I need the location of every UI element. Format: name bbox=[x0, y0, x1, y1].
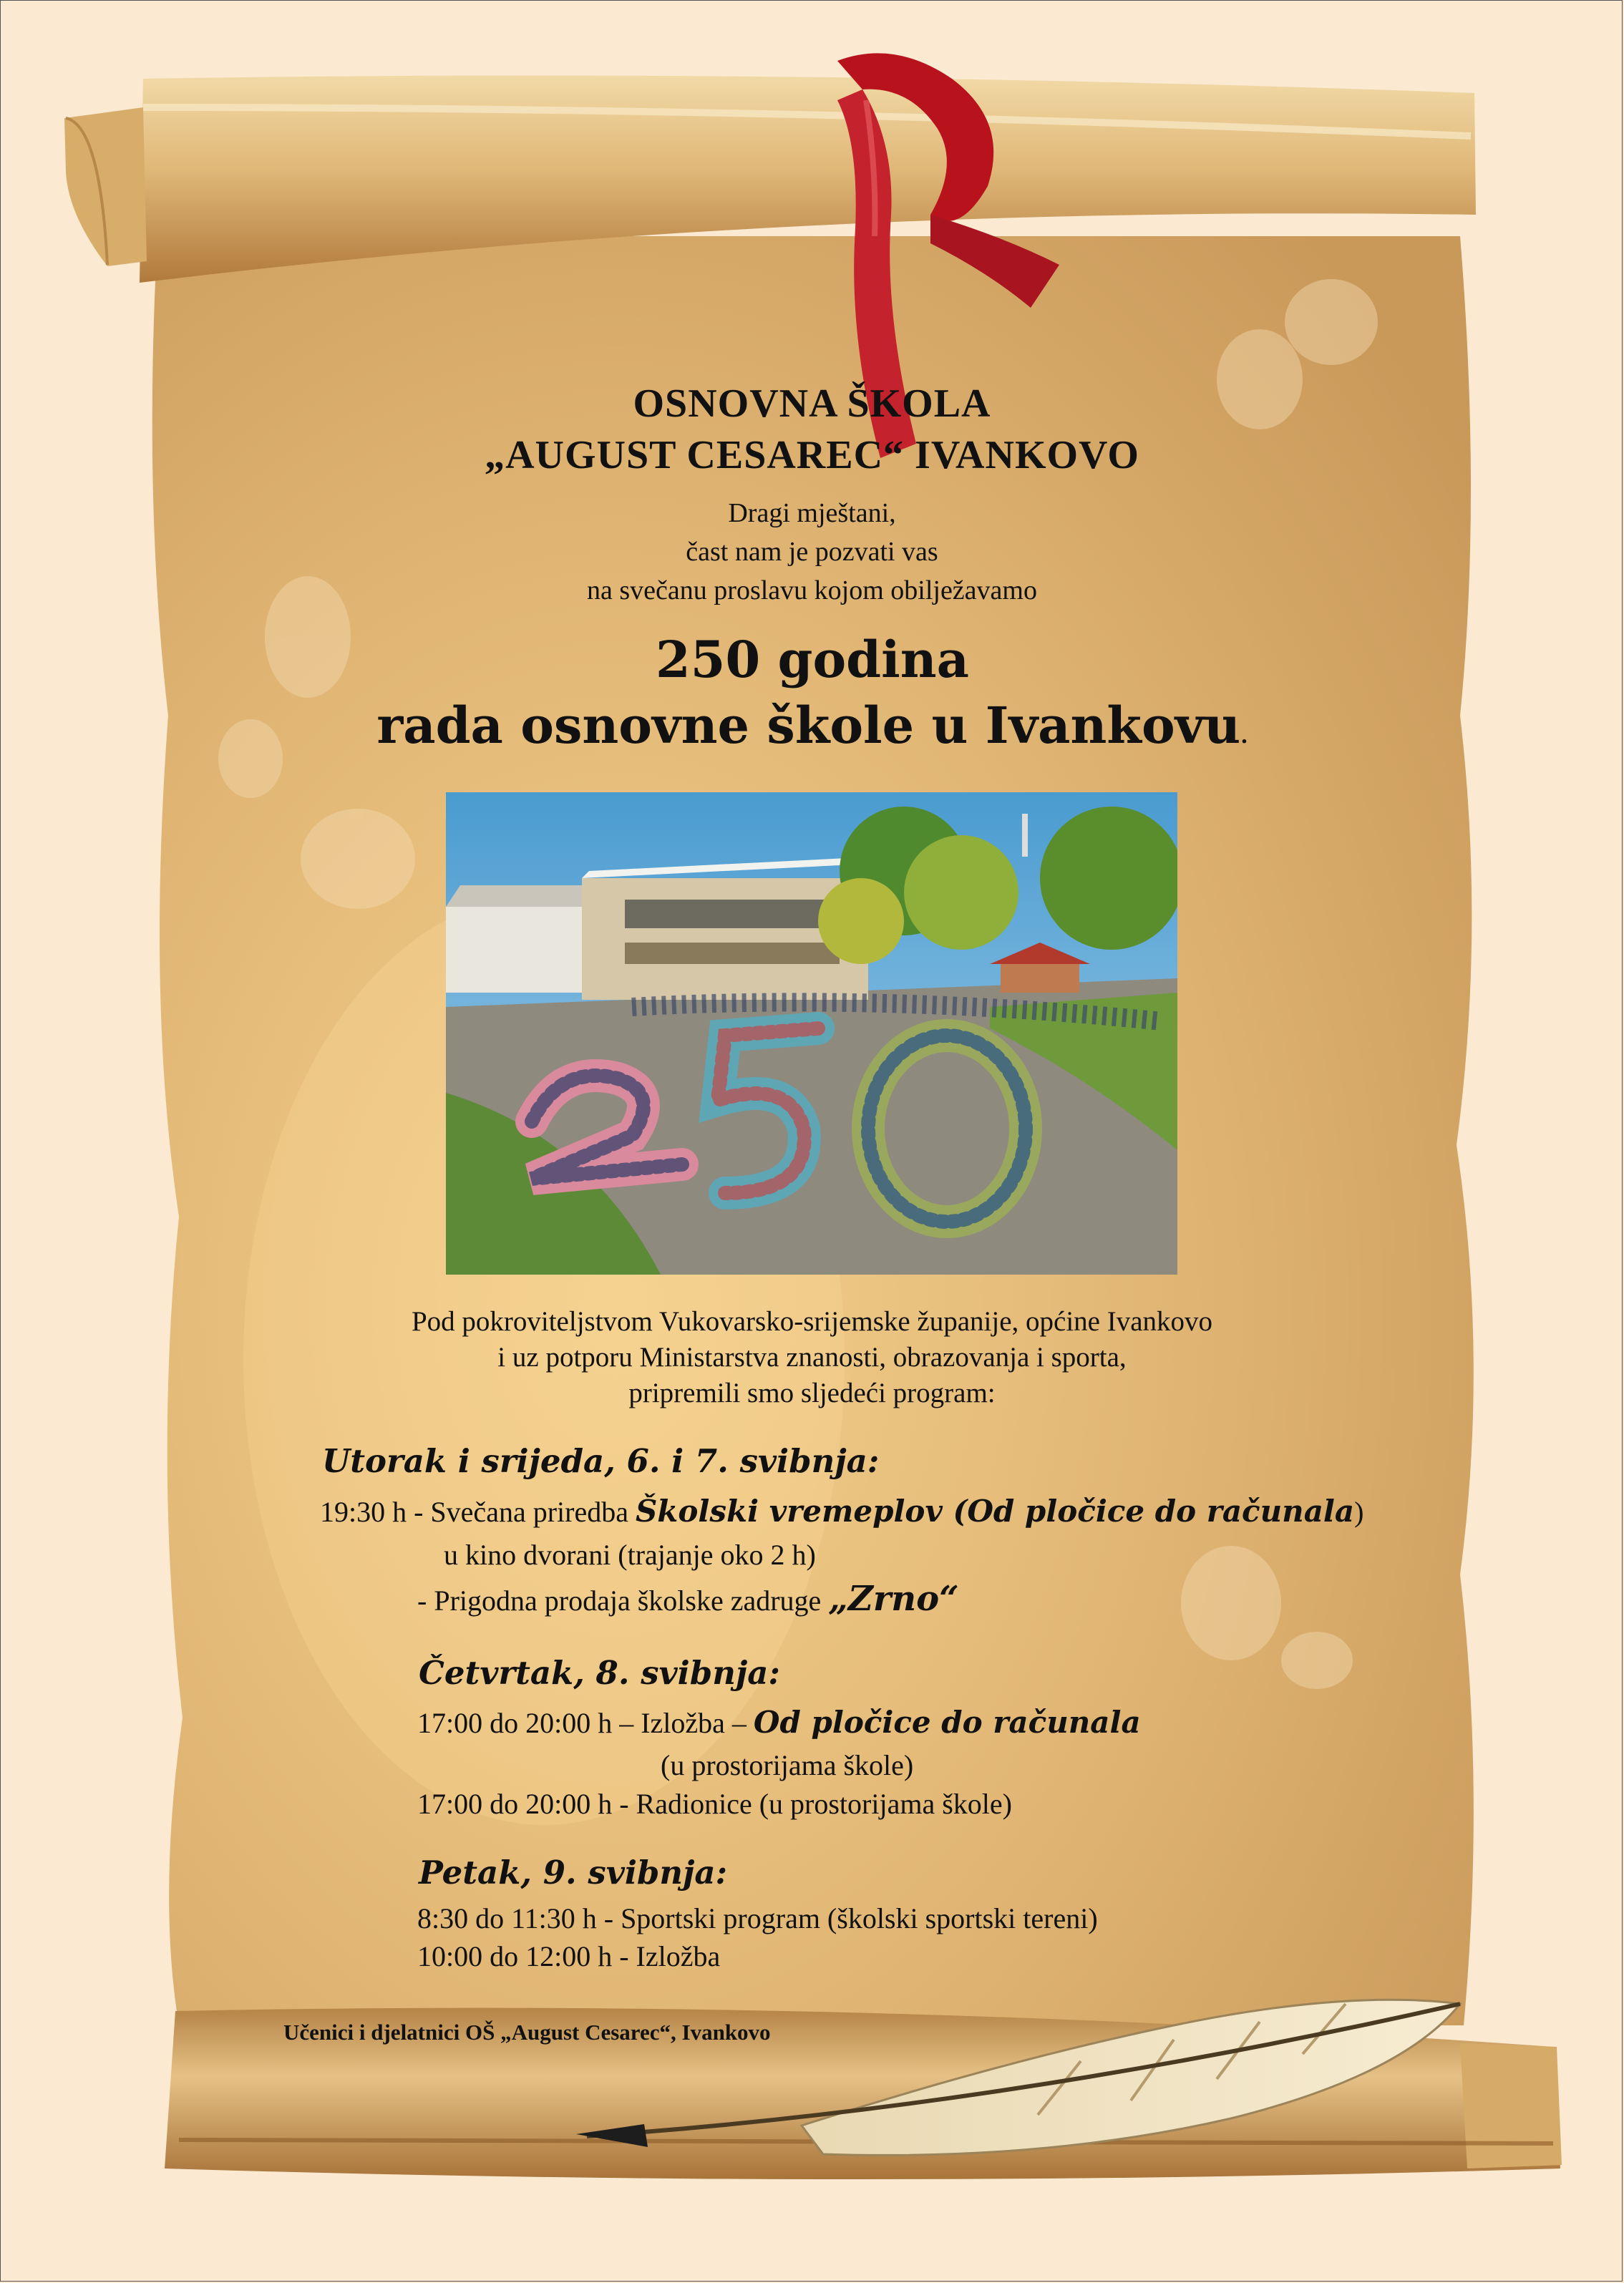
day1-title: Utorak i srijeda, 6. i 7. svibnja: bbox=[322, 1442, 880, 1480]
day2-item1-title: Od pločice do računala bbox=[753, 1705, 1141, 1740]
headline-line1: 250 godina bbox=[656, 630, 969, 689]
day3-item1: 8:30 do 11:30 h - Sportski program (školski sportski tereni) bbox=[417, 1902, 1098, 1934]
day1-item1-prefix: 19:30 h - Svečana priredba bbox=[320, 1496, 636, 1528]
day2-item1-cont: (u prostorijama škole) bbox=[661, 1749, 914, 1781]
day1-item1 bbox=[320, 1492, 1363, 1532]
patronage-line1: Pod pokroviteljstvom Vukovarsko-srijemske županije, općine Ivankovo bbox=[411, 1306, 1213, 1337]
greeting-line3: na svečanu proslavu kojom obilježavamo bbox=[587, 575, 1037, 605]
school-title bbox=[0, 378, 1624, 481]
day1-item1-suffix: ) bbox=[1354, 1496, 1364, 1528]
school-title-line2: „AUGUST CESAREC“ IVANKOVO bbox=[485, 433, 1139, 477]
headline bbox=[301, 627, 1324, 769]
day1-item2-title: „Zrno“ bbox=[828, 1579, 959, 1619]
greeting bbox=[0, 494, 1624, 610]
headline-line2-text: rada osnovne škole u Ivankovu bbox=[376, 696, 1241, 755]
day3-item2: 10:00 do 12:00 h - Izložba bbox=[417, 1940, 721, 1972]
headline-line2 bbox=[301, 693, 1324, 769]
school-photo bbox=[446, 792, 1177, 1275]
day2-item2: 17:00 do 20:00 h - Radionice (u prostorijama škole) bbox=[417, 1788, 1012, 1820]
school-title-line1: OSNOVNA ŠKOLA bbox=[633, 381, 991, 426]
day1-item2-prefix: - Prigodna prodaja školske zadruge bbox=[417, 1585, 829, 1617]
greeting-line2: čast nam je pozvati vas bbox=[686, 537, 938, 567]
patronage-line2: i uz potporu Ministarstva znanosti, obrazovanja i sporta, bbox=[497, 1342, 1127, 1373]
day2-item1-prefix: 17:00 do 20:00 h – Izložba – bbox=[417, 1707, 754, 1739]
day1-item2 bbox=[417, 1579, 959, 1620]
patronage-text bbox=[0, 1304, 1624, 1411]
day2-title: Četvrtak, 8. svibnja: bbox=[419, 1654, 780, 1692]
day3-title: Petak, 9. svibnja: bbox=[419, 1854, 728, 1892]
day1-item1-title: Školski vremeplov (Od pločice do računala bbox=[635, 1494, 1355, 1529]
school-250-aerial-photo-icon bbox=[446, 792, 1177, 1275]
footer-signature: Učenici i djelatnici OŠ „August Cesarec“, Ivankovo bbox=[283, 2020, 771, 2045]
headline-period: . bbox=[1240, 724, 1248, 749]
greeting-line1: Dragi mještani, bbox=[728, 498, 896, 528]
day1-item1-cont: u kino dvorani (trajanje oko 2 h) bbox=[444, 1539, 816, 1571]
patronage-line3: pripremili smo sljedeći program: bbox=[628, 1378, 996, 1408]
day2-item1 bbox=[417, 1703, 1141, 1743]
